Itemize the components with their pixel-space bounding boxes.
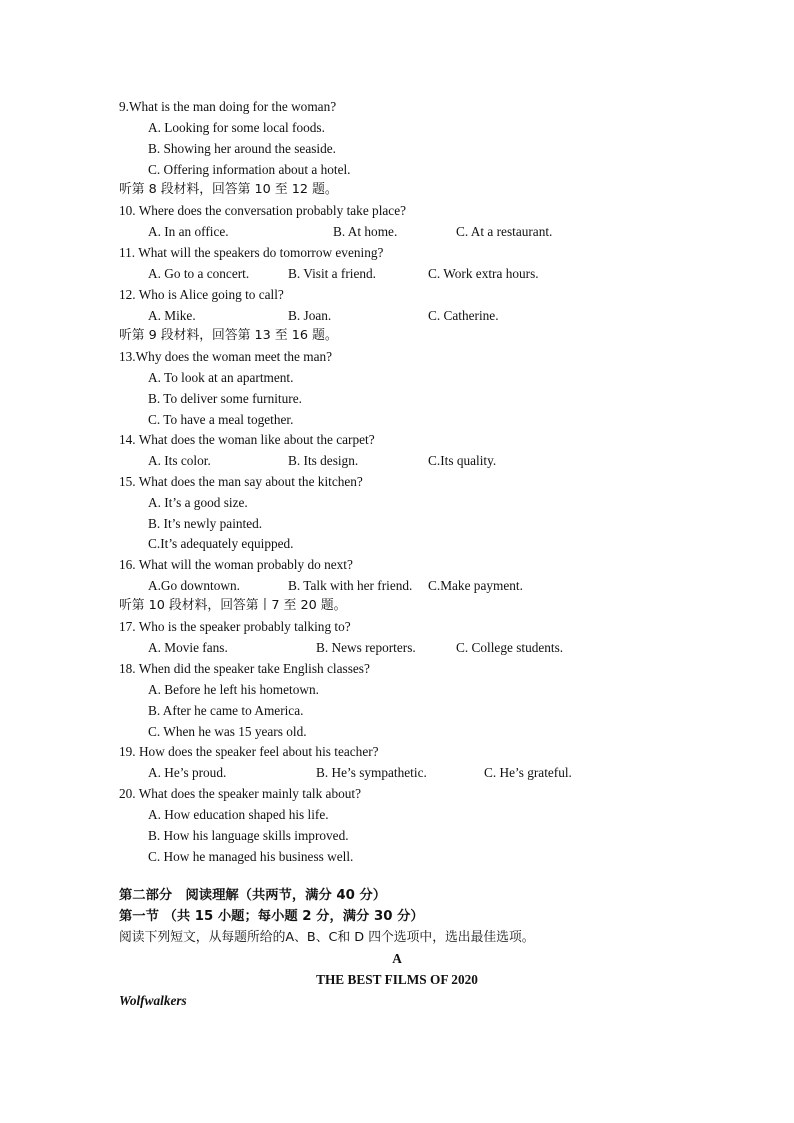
q12-option-b: B. Joan. (288, 308, 332, 323)
q13-option-a: A. To look at an apartment. (148, 370, 294, 385)
q15-option-a: A. It’s a good size. (148, 495, 248, 510)
q10-option-a: A. In an office. (148, 224, 229, 239)
question-10: 10. Where does the conversation probably take place? (119, 203, 406, 218)
section-heading-9: 听第 9 段材料，回答第 13 至 16 题。 (119, 328, 338, 343)
q20-option-b: B. How his language skills improved. (148, 828, 349, 843)
q13-option-b: B. To deliver some furniture. (148, 391, 302, 406)
q14-option-b: B. Its design. (288, 453, 359, 468)
q10-option-c: C. At a restaurant. (456, 224, 553, 239)
q17-option-a: A. Movie fans. (148, 640, 228, 655)
q9-option-b: B. Showing her around the seaside. (148, 141, 336, 156)
question-14: 14. What does the woman like about the carpet? (119, 432, 375, 447)
question-18: 18. When did the speaker take English classes? (119, 661, 370, 676)
q18-option-b: B. After he came to America. (148, 703, 304, 718)
q9-option-a: A. Looking for some local foods. (148, 120, 325, 135)
q17-option-c: C. College students. (456, 640, 564, 655)
question-15: 15. What does the man say about the kitchen? (119, 474, 363, 489)
question-11: 11. What will the speakers do tomorrow evening? (119, 245, 384, 260)
q15-option-b: B. It’s newly painted. (148, 516, 263, 531)
question-20: 20. What does the speaker mainly talk about? (119, 786, 361, 801)
question-16: 16. What will the woman probably do next? (119, 557, 353, 572)
passage-title: THE BEST FILMS OF 2020 (316, 972, 478, 987)
q12-option-c: C. Catherine. (428, 308, 499, 323)
q17-option-b: B. News reporters. (316, 640, 416, 655)
q14-option-a: A. Its color. (148, 453, 211, 468)
q13-option-c: C. To have a meal together. (148, 412, 294, 427)
question-13: 13.Why does the woman meet the man? (119, 349, 333, 364)
section-heading-8: 听第 8 段材料，回答第 10 至 12 题。 (119, 182, 338, 197)
q12-option-a: A. Mike. (148, 308, 196, 323)
question-9: 9.What is the man doing for the woman? (119, 99, 337, 114)
q18-option-a: A. Before he left his hometown. (148, 682, 319, 697)
passage-letter: A (392, 951, 402, 966)
q10-option-b: B. At home. (333, 224, 398, 239)
q19-option-a: A. He’s proud. (148, 765, 227, 780)
q16-option-c: C.Make payment. (428, 578, 523, 593)
film-title: Wolfwalkers (119, 993, 187, 1008)
q15-option-c: C.It’s adequately equipped. (148, 536, 294, 551)
q20-option-a: A. How education shaped his life. (148, 807, 329, 822)
section-one-heading: 第一节 （共 15 小题；每小题 2 分，满分 30 分） (119, 909, 424, 924)
q11-option-b: B. Visit a friend. (288, 266, 376, 281)
q20-option-c: C. How he managed his business well. (148, 849, 354, 864)
question-19: 19. How does the speaker feel about his teacher? (119, 744, 379, 759)
part-two-heading: 第二部分 阅读理解（共两节，满分 40 分） (119, 888, 387, 903)
q18-option-c: C. When he was 15 years old. (148, 724, 307, 739)
q14-option-c: C.Its quality. (428, 453, 497, 468)
reading-instruction: 阅读下列短文，从每题所给的A、B、C和 D 四个选项中，选出最佳选项。 (119, 930, 535, 945)
q16-option-a: A.Go downtown. (148, 578, 240, 593)
question-17: 17. Who is the speaker probably talking to? (119, 619, 351, 634)
q19-option-b: B. He’s sympathetic. (316, 765, 427, 780)
q9-option-c: C. Offering information about a hotel. (148, 162, 351, 177)
question-12: 12. Who is Alice going to call? (119, 287, 284, 302)
section-heading-10: 听第 10 段材料，回答第丨7 至 20 题。 (119, 598, 347, 613)
q16-option-b: B. Talk with her friend. (288, 578, 413, 593)
q11-option-a: A. Go to a concert. (148, 266, 250, 281)
q11-option-c: C. Work extra hours. (428, 266, 539, 281)
q19-option-c: C. He’s grateful. (484, 765, 572, 780)
